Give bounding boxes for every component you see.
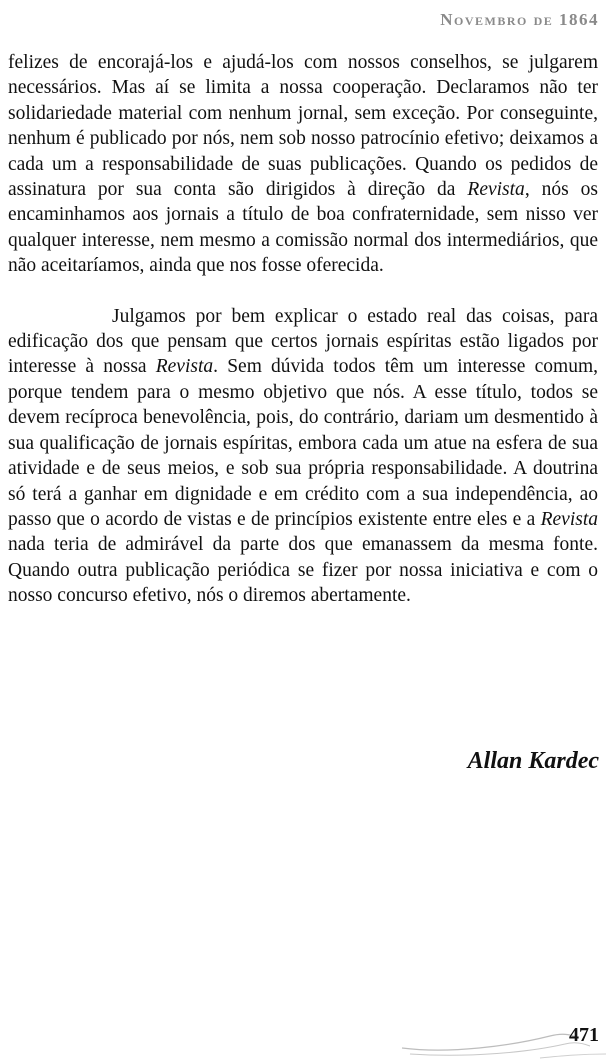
text-segment: . Sem dúvida todos têm um interesse comum, porque tendem para o mesmo objetivo que nós. A esse título, todos se devem recíproca benevolência, pois, do contrário, dariam um desmentido à sua qualificação de jornais espíritas, embora cada um atue na esfera de sua atividade e de seus meios, e sob sua própria responsabilidade. A doutrina só terá a ganhar em dignidade e em crédito com a sua independência, ao passo que o acordo de vistas e de princípios existente entre eles e a <box>8 356 598 530</box>
page-number: 471 <box>569 1024 599 1046</box>
text-segment: , nós os encaminhamos aos jornais a título de boa confraternidade, sem nisso ver qualquer interesse, nem mesmo a comissão normal dos intermediários, que não aceitaríamos, ainda que nos fosse oferecida. <box>8 179 598 277</box>
paragraph <box>8 304 598 609</box>
body-text <box>8 50 598 609</box>
italic-text-segment: Revista <box>540 508 598 530</box>
text-segment: felizes de encorajá-los e ajudá-los com nossos conselhos, se julgarem necessários. Mas aí se limita a nossa cooperação. Declaramos não ter solidariedade material com nenhum jornal, sem exceção. Por conseguinte, nenhum é publicado por nós, nem sob nosso patrocínio efetivo; deixamos a cada um a responsabilidade de suas publicações. Quando os pedidos de assinatura por sua conta são dirigidos à direção da <box>8 52 598 201</box>
italic-text-segment: Revista <box>467 179 525 201</box>
italic-text-segment: Revista <box>155 356 214 378</box>
running-header: Novembro de 1864 <box>440 10 599 29</box>
author-signature: Allan Kardec <box>467 748 599 774</box>
paragraph <box>8 50 598 279</box>
text-segment: nada teria de admirável da parte dos que emanassem da mesma fonte. Quando outra publicação periódica se fizer por nossa iniciativa e com o nosso concurso efetivo, nós o diremos abertamente. <box>8 534 598 607</box>
text-segment: Julgamos por bem explicar o estado real das coisas, para edificação dos que pensam que certos jornais espíritas estão ligados por interesse à nossa <box>8 305 598 378</box>
